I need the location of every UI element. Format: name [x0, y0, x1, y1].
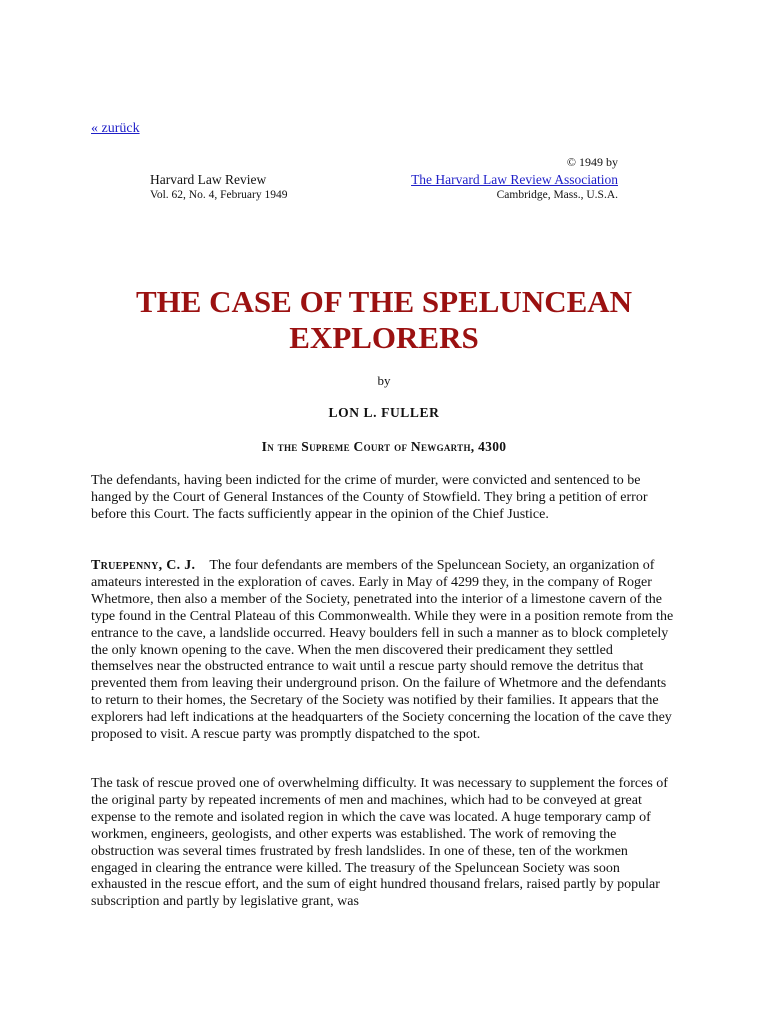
paragraph-rescue: The task of rescue proved one of overwhelming difficulty. It was necessary to supplement the forces of the original party by repeated increments of men and machines, which had to be conveyed at great expense to the remote and isolated region in which the cave was located. A huge temporary camp of workmen, engineers, geologists, and other experts was established. The work of removing the obstruction was several times frustrated by fresh landslides. In one of these, ten of the workmen engaged in clearing the entrance were killed. The treasury of the Speluncean Society was soon exhausted in the rescue effort, and the sum of eight hundred thousand frelars, raised partly by popular subscription and partly by legislative grant, was: [91, 776, 668, 910]
publisher-link[interactable]: The Harvard Law Review Association: [411, 172, 618, 187]
back-link[interactable]: « zurück: [91, 121, 140, 136]
court-heading: In the Supreme Court of Newgarth, 4300: [261, 439, 507, 454]
byline: by: [377, 373, 391, 388]
paragraph-opinion-text: The four defendants are members of the Speluncean Society, an organization of amateurs interested in the exploration of caves. Early in May of 4299 they, in the company of Roger Whetmore, then also a member of the Society, penetrated into the interior of a limestone cavern of the type found in the Central Plateau of this Commonwealth. While they were in a position remote from the entrance to the cave, a landslide occurred. Heavy boulders fell in such a manner as to block completely the only known opening to the cave. When the men discovered their predicament they settled themselves near the obstructed entrance to wait until a rescue party should remove the detritus that prevented them from leaving their underground prison. On the failure of Whetmore and the defendants to return to their homes, the Secretary of the Society was notified by their families. It appears that the explorers had left indications at the headquarters of the Society concerning the location of the cave they proposed to visit. A rescue party was promptly dispatched to the spot.: [91, 558, 674, 743]
journal-name: Harvard Law Review: [150, 172, 267, 187]
publisher-location: Cambridge, Mass., U.S.A.: [496, 189, 618, 201]
author-name: LON L. FULLER: [328, 405, 440, 420]
issue-info: Vol. 62, No. 4, February 1949: [150, 189, 288, 201]
judge-name: Truepenny, C. J.: [91, 558, 196, 573]
copyright-notice: © 1949 by: [566, 155, 618, 169]
paragraph-opinion: [91, 558, 677, 744]
paragraph-intro: The defendants, having been indicted for the crime of murder, were convicted and sentenced to be hanged by the Court of General Instances of the County of Stowfield. They bring a petition of error before this Court. The facts sufficiently appear in the opinion of the Chief Justice.: [91, 473, 648, 522]
article-title: THE CASE OF THE SPELUNCEAN EXPLORERS: [135, 284, 633, 355]
